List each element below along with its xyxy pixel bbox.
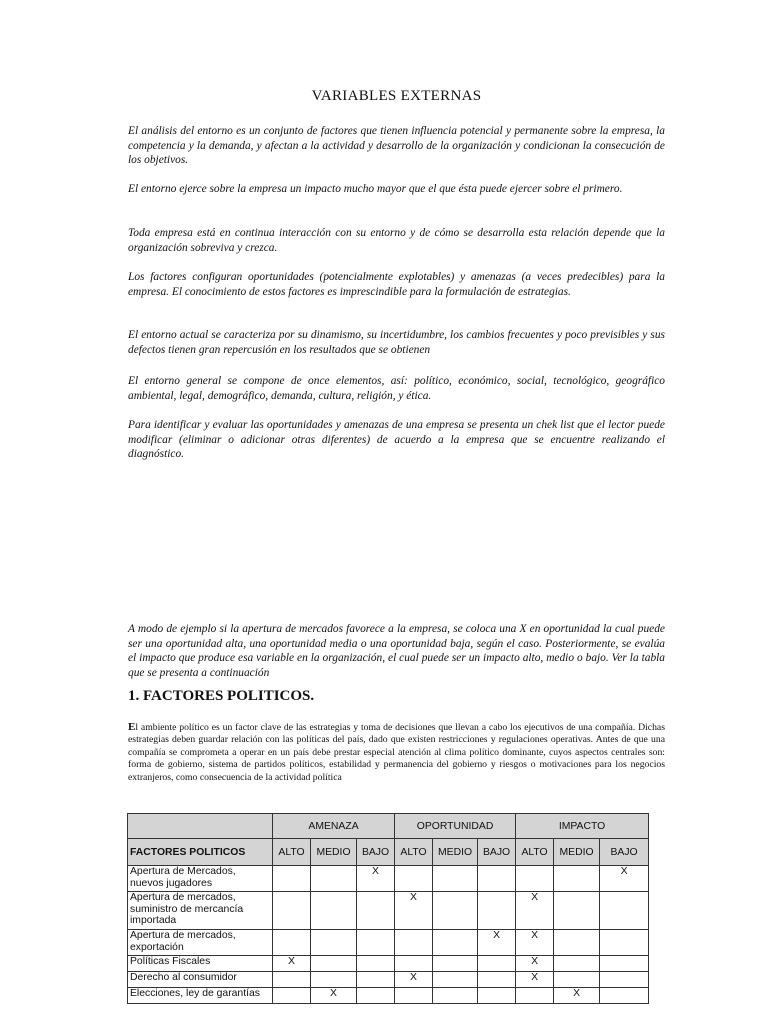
row-label: Apertura de Mercados, nuevos jugadores (128, 866, 273, 892)
mark-cell (478, 988, 516, 1004)
table-row (128, 988, 649, 1004)
mark-cell (516, 866, 554, 892)
mark-cell (311, 930, 357, 956)
mark-cell: X (478, 930, 516, 956)
mark-cell (273, 892, 311, 930)
mark-cell (273, 988, 311, 1004)
mark-cell (600, 892, 649, 930)
table-row (128, 956, 649, 972)
row-label: Políticas Fiscales (128, 956, 273, 972)
mark-cell (554, 866, 600, 892)
subheader-cell: ALTO (273, 839, 311, 866)
row-label: Derecho al consumidor (128, 972, 273, 988)
subheader-cell: BAJO (478, 839, 516, 866)
mark-cell (433, 892, 478, 930)
factors-table (127, 813, 649, 1004)
paragraph-6: El entorno general se compone de once elementos, así: político, económico, social, tecnológico, geográfico ambiental, legal, demográfico, demanda, cultura, religión, y ética. (128, 375, 665, 402)
mark-cell (600, 972, 649, 988)
mark-cell (395, 930, 433, 956)
section-heading: 1. FACTORES POLITICOS. (128, 688, 315, 704)
mark-cell: X (516, 892, 554, 930)
group-header-oportunidad: OPORTUNIDAD (395, 814, 516, 839)
mark-cell (357, 988, 395, 1004)
mark-cell: X (516, 956, 554, 972)
mark-cell (478, 972, 516, 988)
mark-cell (554, 892, 600, 930)
mark-cell (273, 930, 311, 956)
mark-cell: X (554, 988, 600, 1004)
row-label: Apertura de mercados, exportación (128, 930, 273, 956)
mark-cell (554, 930, 600, 956)
table-row (128, 892, 649, 930)
mark-cell (554, 956, 600, 972)
mark-cell (433, 988, 478, 1004)
subheader-cell: MEDIO (311, 839, 357, 866)
paragraph-7: Para identificar y evaluar las oportunidades y amenazas de una empresa se presenta un chek list que el lector puede modificar (eliminar o adicionar otras diferentes) de acuerdo a la empresa que se encuentre realizando el diagnóstico. (128, 419, 665, 461)
mark-cell (433, 866, 478, 892)
mark-cell (273, 866, 311, 892)
mark-cell (478, 956, 516, 972)
table-corner-cell (128, 814, 273, 839)
row-label: Apertura de mercados, suministro de mercancía importada (128, 892, 273, 930)
mark-cell (433, 972, 478, 988)
table-group-header-row (128, 814, 649, 839)
mark-cell (600, 930, 649, 956)
mark-cell (395, 988, 433, 1004)
paragraph-2: El entorno ejerce sobre la empresa un impacto mucho mayor que el que ésta puede ejercer sobre el primero. (128, 183, 623, 195)
mark-cell: X (273, 956, 311, 972)
section-body (128, 721, 665, 784)
subheader-cell: MEDIO (433, 839, 478, 866)
table-header-label: FACTORES POLITICOS (128, 839, 273, 866)
mark-cell (273, 972, 311, 988)
group-header-amenaza: AMENAZA (273, 814, 395, 839)
mark-cell: X (357, 866, 395, 892)
mark-cell (395, 866, 433, 892)
mark-cell (600, 956, 649, 972)
mark-cell (395, 956, 433, 972)
table-subheader-row (128, 839, 649, 866)
paragraph-4: Los factores configuran oportunidades (potencialmente explotables) y amenazas (a veces predecibles) para la empresa. El conocimiento de estos factores es imprescindible para la formulación de estrategias. (128, 271, 665, 298)
section-body-text: l ambiente político es un factor clave de las estrategias y toma de decisiones que llevan a cabo los ejecutivos de una compañía. Dichas estrategias deben guardar relación con las políticas del país, dado que existen restricciones y regulaciones operativas. Antes de que una compañía se comprometa a operar en un país debe prestar especial atención al clima político dominante, cuyos aspectos centrales son: forma de gobierno, sistema de partidos políticos, estabilidad y permanencia del gobierno y riesgos o motivaciones para los negocios extranjeros, como consecuencia de la actividad política (128, 722, 665, 783)
table-row (128, 930, 649, 956)
mark-cell (311, 866, 357, 892)
mark-cell (554, 972, 600, 988)
mark-cell: X (395, 892, 433, 930)
subheader-cell: BAJO (600, 839, 649, 866)
subheader-cell: ALTO (516, 839, 554, 866)
subheader-cell: MEDIO (554, 839, 600, 866)
subheader-cell: BAJO (357, 839, 395, 866)
page-title: VARIABLES EXTERNAS (311, 88, 482, 104)
mark-cell (311, 972, 357, 988)
mark-cell (357, 972, 395, 988)
mark-cell (600, 988, 649, 1004)
mark-cell (433, 930, 478, 956)
mark-cell: X (516, 972, 554, 988)
table-row (128, 972, 649, 988)
mark-cell (478, 866, 516, 892)
mark-cell (478, 892, 516, 930)
section-body-initial: E (128, 721, 136, 733)
mark-cell: X (516, 930, 554, 956)
mark-cell (516, 988, 554, 1004)
mark-cell: X (600, 866, 649, 892)
paragraph-8: A modo de ejemplo si la apertura de mercados favorece a la empresa, se coloca una X en oportunidad la cual puede ser una oportunidad alta, una oportunidad media o una oportunidad baja, según el caso. Posteriormente, se evalúa el impacto que produce esa variable en la organización, el cual puede ser un impacto alto, medio o bajo. Ver la tabla que se presenta a continuación (128, 623, 665, 679)
mark-cell: X (311, 988, 357, 1004)
mark-cell (311, 956, 357, 972)
mark-cell (433, 956, 478, 972)
mark-cell (357, 930, 395, 956)
table-row (128, 866, 649, 892)
paragraph-1: El análisis del entorno es un conjunto de factores que tienen influencia potencial y permanente sobre la empresa, la competencia y la demanda, y afectan a la actividad y desarrollo de la organización y condicionan la consecución de los objetivos. (128, 125, 665, 167)
subheader-cell: ALTO (395, 839, 433, 866)
paragraph-3: Toda empresa está en continua interacción con su entorno y de cómo se desarrolla esta relación depende que la organización sobreviva y crezca. (128, 227, 665, 254)
mark-cell (357, 892, 395, 930)
mark-cell (311, 892, 357, 930)
mark-cell (357, 956, 395, 972)
group-header-impacto: IMPACTO (516, 814, 649, 839)
mark-cell: X (395, 972, 433, 988)
row-label: Elecciones, ley de garantías (128, 988, 273, 1004)
paragraph-5: El entorno actual se caracteriza por su dinamismo, su incertidumbre, los cambios frecuentes y poco previsibles y sus defectos tienen gran repercusión en los resultados que se obtienen (128, 329, 665, 356)
